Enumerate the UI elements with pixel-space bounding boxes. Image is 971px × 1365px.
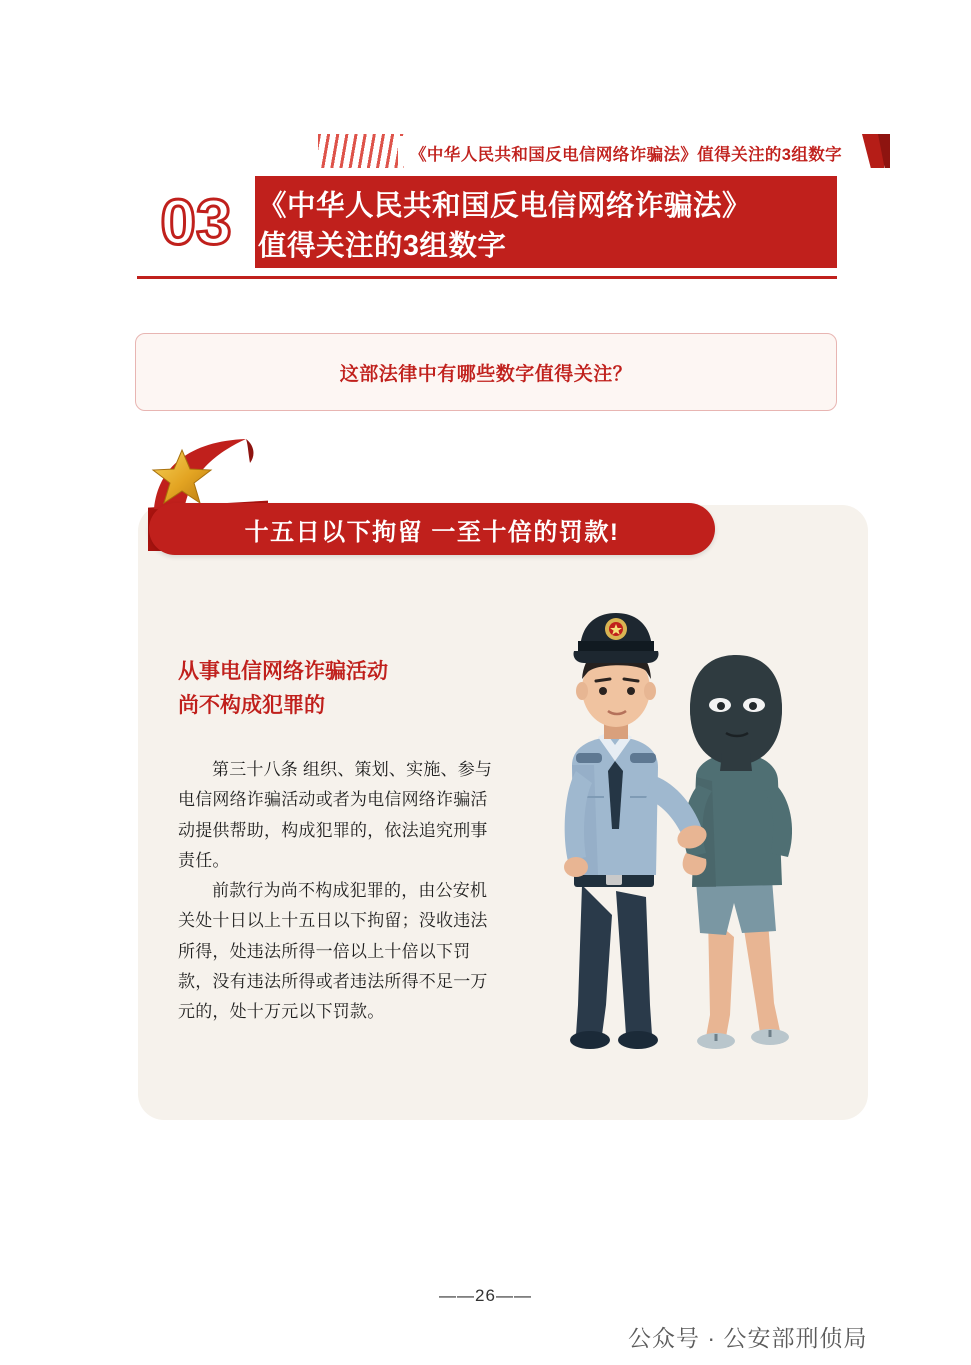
- page-header: [0, 66, 971, 164]
- section-title: [258, 186, 828, 267]
- card-body-text: [178, 755, 500, 1027]
- card-paragraph-2: 前款行为尚不构成犯罪的，由公安机关处十日以上十五日以下拘留；没收违法所得，处违法所得一倍以上十倍以下罚款，没有违法所得或者违法所得不足一万元的，处十万元以下罚款。: [178, 881, 488, 1021]
- page-number: ——26——: [439, 1286, 532, 1305]
- card-heading-line-2: 尚不构成犯罪的: [178, 693, 325, 717]
- section-title-line-1: 《中华人民共和国反电信网络诈骗法》: [258, 190, 752, 222]
- card-paragraph-1: 第三十八条 组织、策划、实施、参与电信网络诈骗活动或者为电信网络诈骗活动提供帮助，构成犯罪的，依法追究刑事责任。: [178, 760, 493, 870]
- card-heading-line-1: 从事电信网络诈骗活动: [178, 660, 388, 683]
- question-callout-box: [135, 333, 837, 411]
- section-underline: [137, 276, 837, 279]
- header-stripe-decoration: [318, 134, 404, 168]
- star-icon: [151, 446, 213, 508]
- question-text: 这部法律中有哪些数字值得关注？: [339, 363, 633, 385]
- section-number: 03: [160, 186, 232, 258]
- running-header-title: 《中华人民共和国反电信网络诈骗法》值得关注的3组数字: [410, 146, 843, 164]
- ribbon-label: 十五日以下拘留 一至十倍的罚款!: [244, 518, 620, 546]
- card-heading: [178, 655, 508, 722]
- police-arrest-illustration: [520, 585, 860, 1075]
- footer-brand: 公众号 · 公安部刑侦局: [628, 1325, 868, 1351]
- ribbon-banner: [149, 503, 715, 555]
- section-title-line-2: 值得关注的3组数字: [258, 230, 507, 263]
- section-number-badge: [137, 176, 255, 268]
